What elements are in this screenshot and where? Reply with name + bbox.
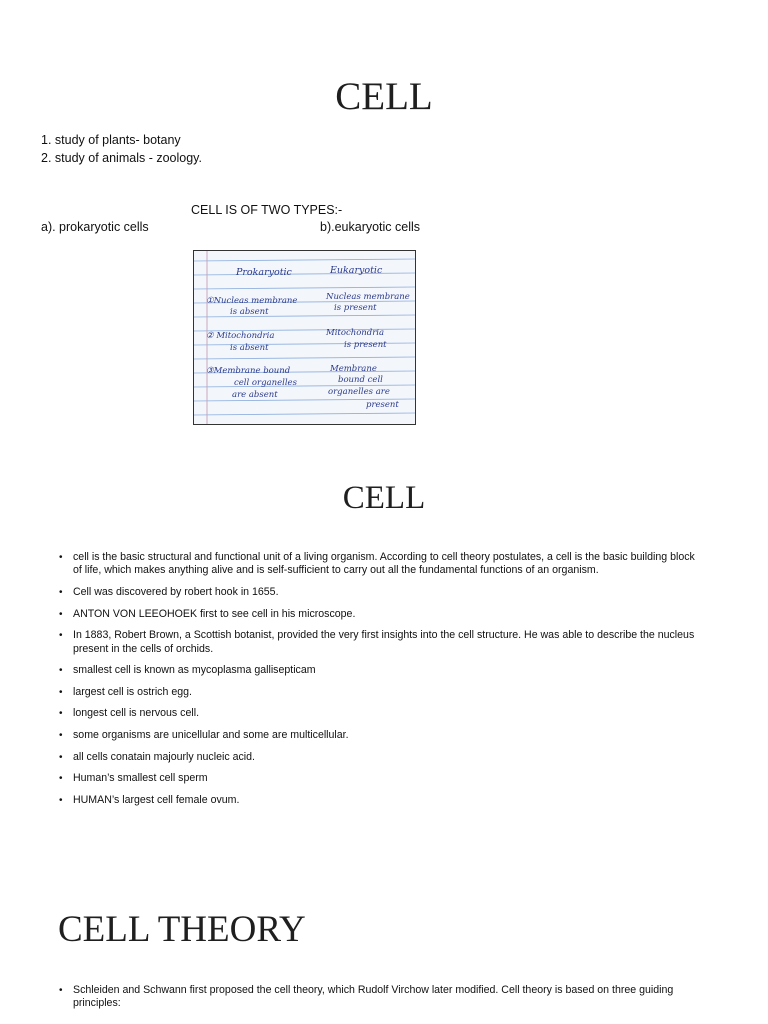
notebook-page-drawing — [194, 251, 415, 424]
cell-theory-list — [56, 984, 706, 1019]
note-right-3a: Membrane — [330, 364, 377, 374]
list-item-text: longest cell is nervous cell. — [73, 707, 200, 720]
eukaryotic-label: b).eukaryotic cells — [320, 220, 421, 234]
list-item-text: Schleiden and Schwann first proposed the cell theory, which Rudolf Virchow later modified. Cell theory is based on three guiding principles: — [73, 984, 674, 1010]
list-item-text: Human’s smallest cell sperm — [73, 772, 208, 785]
cell-facts-list — [56, 551, 706, 815]
note-right-3b: bound cell — [338, 375, 383, 385]
list-item — [56, 729, 706, 742]
list-item-text: In 1883, Robert Brown, a Scottish botanist, provided the very first insights into the cell structure. He was able to describe the nucleus present in the cells of orchids. — [73, 629, 695, 655]
list-item-text: ANTON VON LEEOHOEK first to see cell in his microscope. — [73, 607, 356, 620]
list-item-text: cell is the basic structural and functional unit of a living organism. According to cell theory postulates, a cell is the basic building block of life, which makes anything alive and is self-sufficient to carry out all the fundamental functions of an organism. — [73, 551, 695, 577]
list-item — [56, 551, 706, 578]
bullet-icon: • — [59, 665, 63, 677]
bullet-icon: • — [59, 552, 63, 563]
note-left-2a: ② Mitochondria — [206, 331, 275, 341]
note-left-3c: are absent — [232, 390, 278, 400]
bullet-icon: • — [59, 587, 63, 598]
note-left-3b: cell organelles — [234, 378, 297, 388]
list-item — [56, 984, 706, 1011]
list-item-text: largest cell is ostrich egg. — [73, 685, 192, 698]
note-heading-prokaryotic: Prokaryotic — [236, 267, 292, 278]
list-item — [56, 586, 706, 599]
note-left-1a: ①Nucleas membrane — [206, 296, 298, 306]
note-left-1b: is absent — [230, 307, 269, 317]
bullet-icon: • — [59, 751, 63, 763]
list-item — [56, 608, 706, 621]
bullet-icon: • — [59, 686, 63, 698]
bullet-icon: • — [59, 630, 63, 642]
cell-types-heading: CELL IS OF TWO TYPES:- — [191, 203, 343, 217]
bullet-icon: • — [59, 985, 63, 996]
note-right-3c: organelles are — [328, 387, 390, 397]
list-item-text: some organisms are unicellular and some are multicellular. — [73, 728, 349, 741]
section-title-cell-theory: CELL THEORY — [58, 909, 306, 950]
bullet-icon: • — [59, 708, 63, 720]
list-item-text: smallest cell is known as mycoplasma gallisepticam — [73, 664, 316, 677]
list-item — [56, 629, 706, 656]
bullet-icon: • — [59, 794, 63, 806]
bullet-icon: • — [59, 729, 63, 741]
prokaryotic-label: a). prokaryotic cells — [41, 220, 149, 234]
note-right-2b: is present — [344, 340, 387, 350]
note-right-3d: present — [366, 400, 399, 410]
list-item-text: all cells conatain majourly nucleic acid. — [73, 750, 255, 763]
note-heading-eukaryotic: Eukaryotic — [330, 265, 383, 276]
intro-line-botany: 1. study of plants- botany — [41, 133, 181, 147]
note-left-3a: ③Membrane bound — [206, 366, 291, 376]
intro-line-zoology: 2. study of animals - zoology. — [41, 151, 202, 165]
note-right-2a: Mitochondria — [326, 328, 385, 338]
list-item-text: HUMAN’s largest cell female ovum. — [73, 793, 240, 806]
handwritten-notes-image — [193, 250, 416, 425]
note-right-1a: Nucleas membrane — [326, 292, 410, 302]
note-right-1b: is present — [334, 303, 377, 313]
list-item — [56, 707, 706, 720]
section-title-cell: CELL — [342, 480, 426, 516]
list-item — [56, 772, 706, 785]
note-left-2b: is absent — [230, 343, 269, 353]
list-item — [56, 751, 706, 764]
bullet-icon: • — [59, 773, 63, 785]
list-item — [56, 794, 706, 807]
page-title: CELL — [335, 75, 433, 118]
bullet-icon: • — [59, 608, 63, 620]
list-item — [56, 686, 706, 699]
list-item-text: Cell was discovered by robert hook in 1655. — [73, 586, 279, 598]
list-item — [56, 664, 706, 677]
